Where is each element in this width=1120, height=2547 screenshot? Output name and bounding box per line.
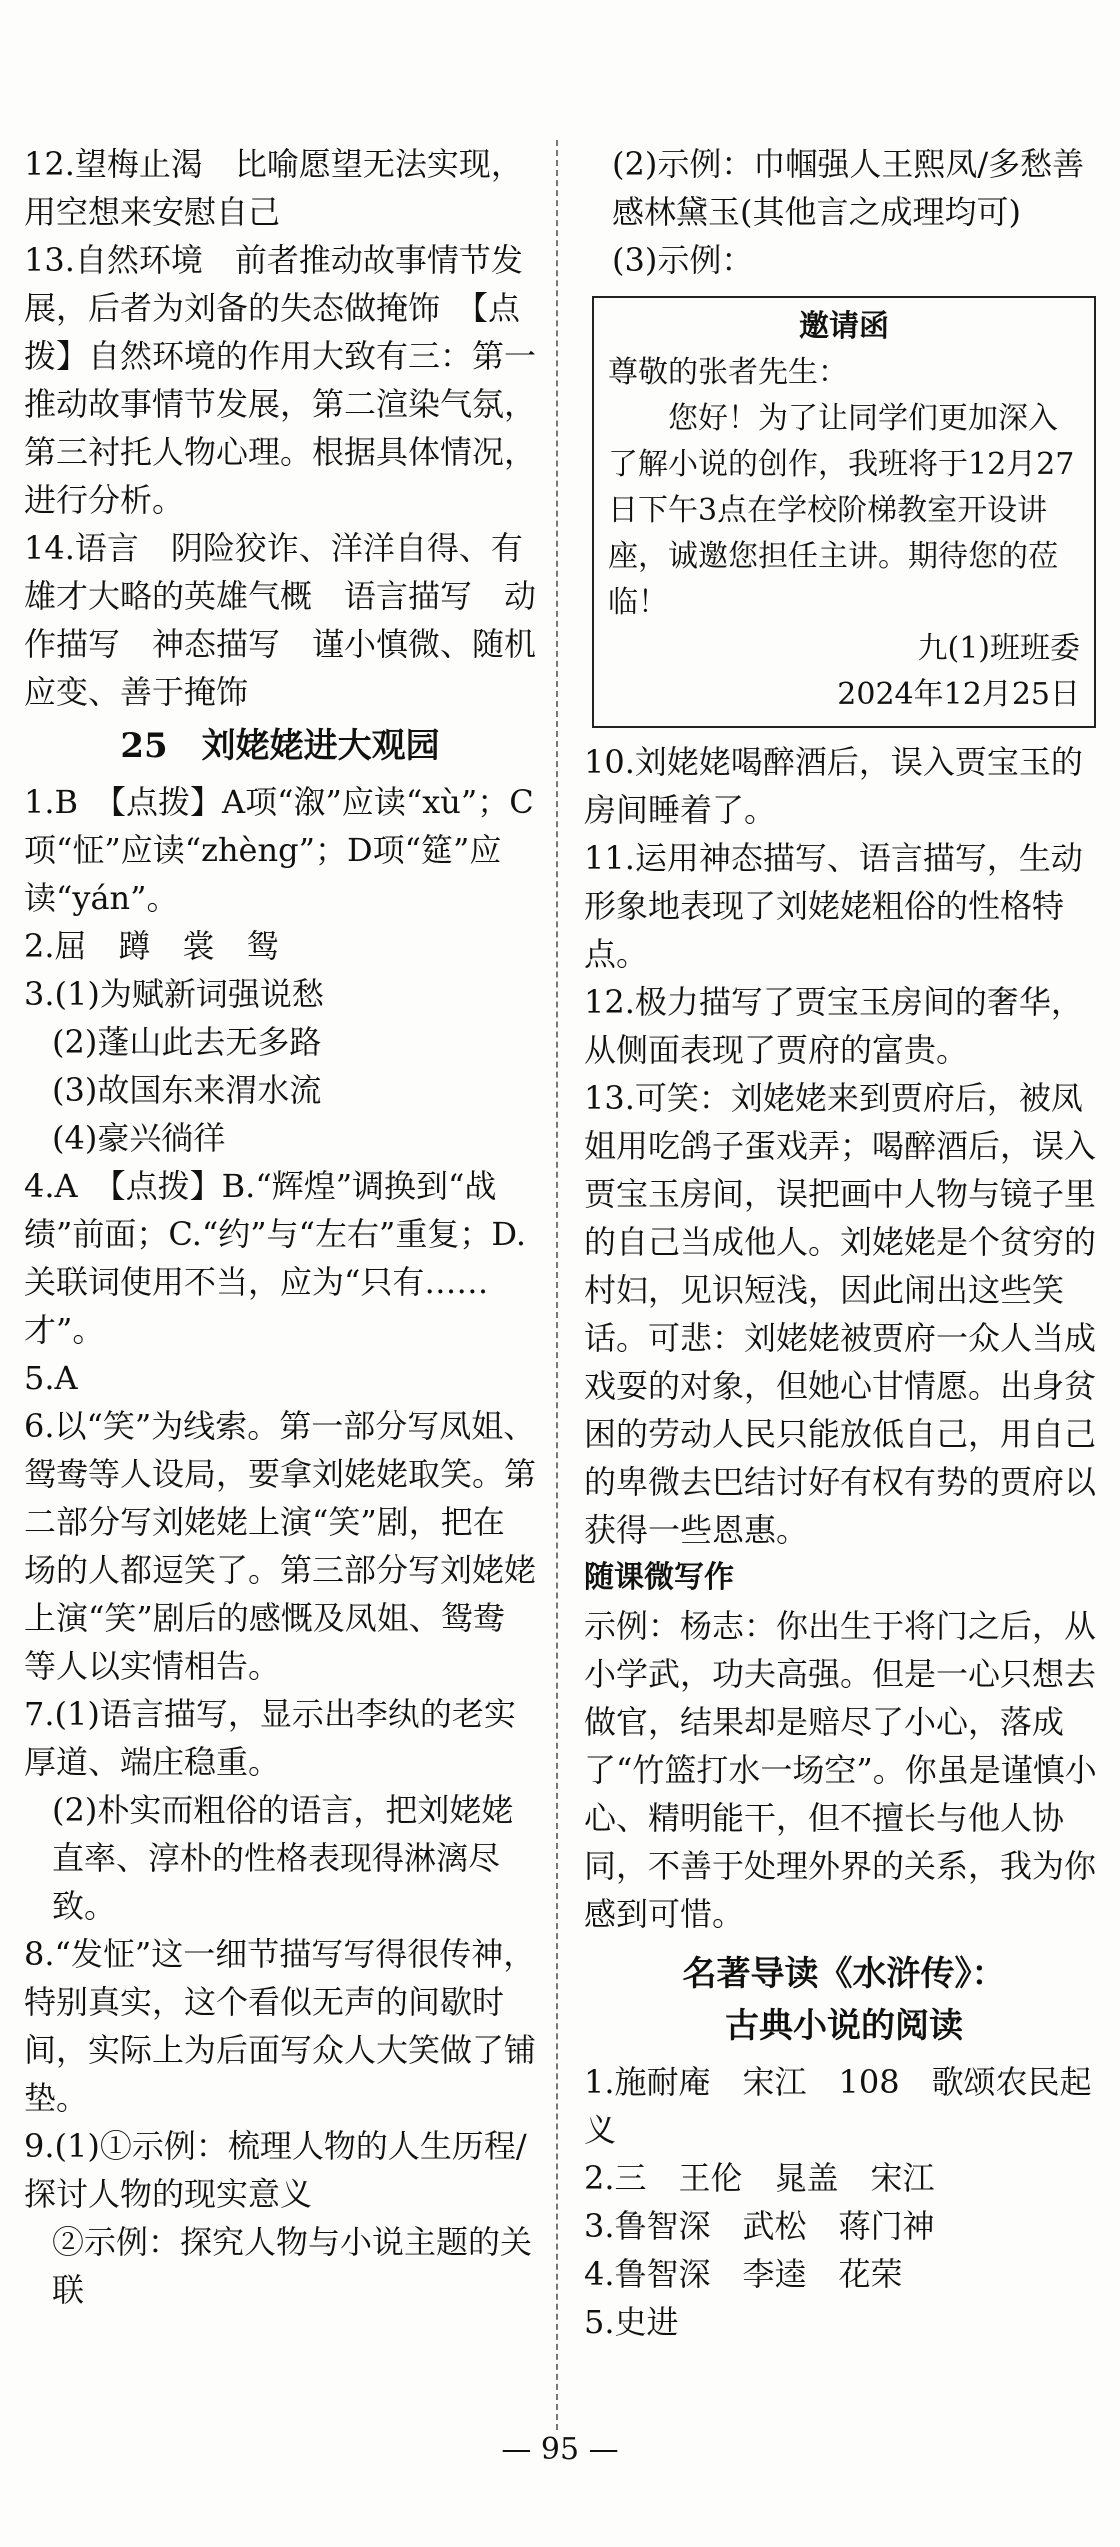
lesson-answer-7-1: 7.(1)语言描写，显示出李纨的老实厚道、端庄稳重。 <box>24 1695 516 1781</box>
reading-answer-4: 4.鲁智深 李逵 花荣 <box>584 2255 903 2293</box>
lesson-answer-13: 13.可笑：刘姥姥来到贾府后，被凤姐用吃鸽子蛋戏弄；喝醉酒后，误入贾宝玉房间，误把画中人物与镜子里的自己当成他人。刘姥姥是个贫穷的村妇，见识短浅，因此闹出这些笑话。可悲：刘姥姥被贾府一众人当成戏耍的对象，但她心甘情愿。出身贫困的劳动人民只能放低自己，用自己的卑微去巴结讨好有权有势的贾府以获得一些恩惠。 <box>584 1079 1097 1549</box>
writing-heading: 随课微写作 <box>584 1560 734 1595</box>
column-divider <box>556 140 558 2430</box>
writing-body: 示例：杨志：你出生于将门之后，从小学武，功夫高强。但是一心只想去做官，结果却是赔尽了小心，落成了“竹篮打水一场空”。你虽是谨慎小心、精明能干，但不擅长与他人协同，不善于处理外界的关系，我为你感到可惜。 <box>584 1607 1097 1933</box>
invitation-box <box>592 296 1096 728</box>
lesson-answer-2: 2.屈 蹲 裳 鸳 <box>24 927 279 965</box>
lesson-answer-9-2: ②示例：探究人物与小说主题的关联 <box>52 2223 533 2309</box>
lesson-answer-7-2: (2)朴实而粗俗的语言，把刘姥姥直率、淳朴的性格表现得淋漓尽致。 <box>52 1791 514 1925</box>
lesson-answer-6: 6.以“笑”为线索。第一部分写凤姐、鸳鸯等人设局，要拿刘姥姥取笑。第二部分写刘姥姥上演“笑”剧，把在场的人都逗笑了。第三部分写刘姥姥上演“笑”剧后的感慨及凤姐、鸳鸯等人以实情相告。 <box>24 1407 537 1685</box>
lesson-answer-3-1: 3.(1)为赋新词强说愁 <box>24 975 324 1013</box>
left-column <box>24 140 536 2314</box>
reading-answer-3: 3.鲁智深 武松 蒋门神 <box>584 2207 935 2245</box>
invitation-signature: 九(1)班班委 <box>917 631 1080 666</box>
lesson-answer-3-2: (2)蓬山此去无多路 <box>52 1023 322 1061</box>
reading-answer-5: 5.史进 <box>584 2303 679 2341</box>
reading-guide-title <box>584 1948 1104 2052</box>
reading-answer-2: 2.三 王伦 晁盖 宋江 <box>584 2159 935 2197</box>
invitation-salutation: 尊敬的张者先生： <box>608 355 848 390</box>
lesson-answer-8: 8.“发怔”这一细节描写写得很传神，特别真实，这个看似无声的间歇时间，实际上为后面写众人大笑做了铺垫。 <box>24 1935 537 2117</box>
lesson-answer-1: 1.B 【点拨】A项“溆”应读“xù”；C项“怔”应读“zhèng”；D项“筵”应读“yán”。 <box>24 783 534 917</box>
lesson-answer-3-3: (3)故国东来渭水流 <box>52 1071 322 1109</box>
lesson-answer-11: 11.运用神态描写、语言描写，生动形象地表现了刘姥姥粗俗的性格特点。 <box>584 839 1083 973</box>
answer-14: 14.语言 阴险狡诈、洋洋自得、有雄才大略的英雄气概 语言描写 动作描写 神态描写 谨小慎微、随机应变、善于掩饰 <box>24 529 537 711</box>
lesson-answer-12: 12.极力描写了贾宝玉房间的奢华，从侧面表现了贾府的富贵。 <box>584 983 1083 1069</box>
lesson-answer-10: 10.刘姥姥喝醉酒后，误入贾宝玉的房间睡着了。 <box>584 743 1083 829</box>
answer-9-2: (2)示例：巾帼强人王熙凤/多愁善感林黛玉(其他言之成理均可) <box>612 145 1085 231</box>
right-column <box>584 140 1104 2346</box>
lesson-answer-5: 5.A <box>24 1359 78 1397</box>
invitation-date: 2024年12月25日 <box>837 677 1080 712</box>
lesson-answer-4: 4.A 【点拨】B.“辉煌”调换到“战绩”前面；C.“约”与“左右”重复；D.关联词使用不当，应为“只有……才”。 <box>24 1167 527 1349</box>
page-number: — 95 — <box>501 2432 619 2467</box>
invitation-body: 您好！为了让同学们更加深入了解小说的创作，我班将于12月27日下午3点在学校阶梯教室开设讲座，诚邀您担任主讲。期待您的莅临！ <box>608 401 1075 620</box>
reading-answer-1: 1.施耐庵 宋江 108 歌颂农民起义 <box>584 2063 1092 2149</box>
answer-13: 13.自然环境 前者推动故事情节发展，后者为刘备的失态做掩饰 【点拨】自然环境的作用大致有三：第一推动故事情节发展，第二渲染气氛，第三衬托人物心理。根据具体情况，进行分析。 <box>24 241 537 519</box>
lesson-answer-9-1: 9.(1)①示例：梳理人物的人生历程/探讨人物的现实意义 <box>24 2127 527 2213</box>
invitation-title: 邀请函 <box>799 309 889 344</box>
lesson-answer-3-4: (4)豪兴徜徉 <box>52 1119 226 1157</box>
answer-12: 12.望梅止渴 比喻愿望无法实现，用空想来安慰自己 <box>24 145 523 231</box>
answer-9-3: (3)示例： <box>612 241 754 279</box>
reading-guide-title-line-1: 名著导读《水浒传》： <box>682 1954 1006 1994</box>
reading-guide-title-line-2: 古典小说的阅读 <box>725 2006 963 2046</box>
lesson-title: 25 刘姥姥进大观园 <box>120 726 440 766</box>
